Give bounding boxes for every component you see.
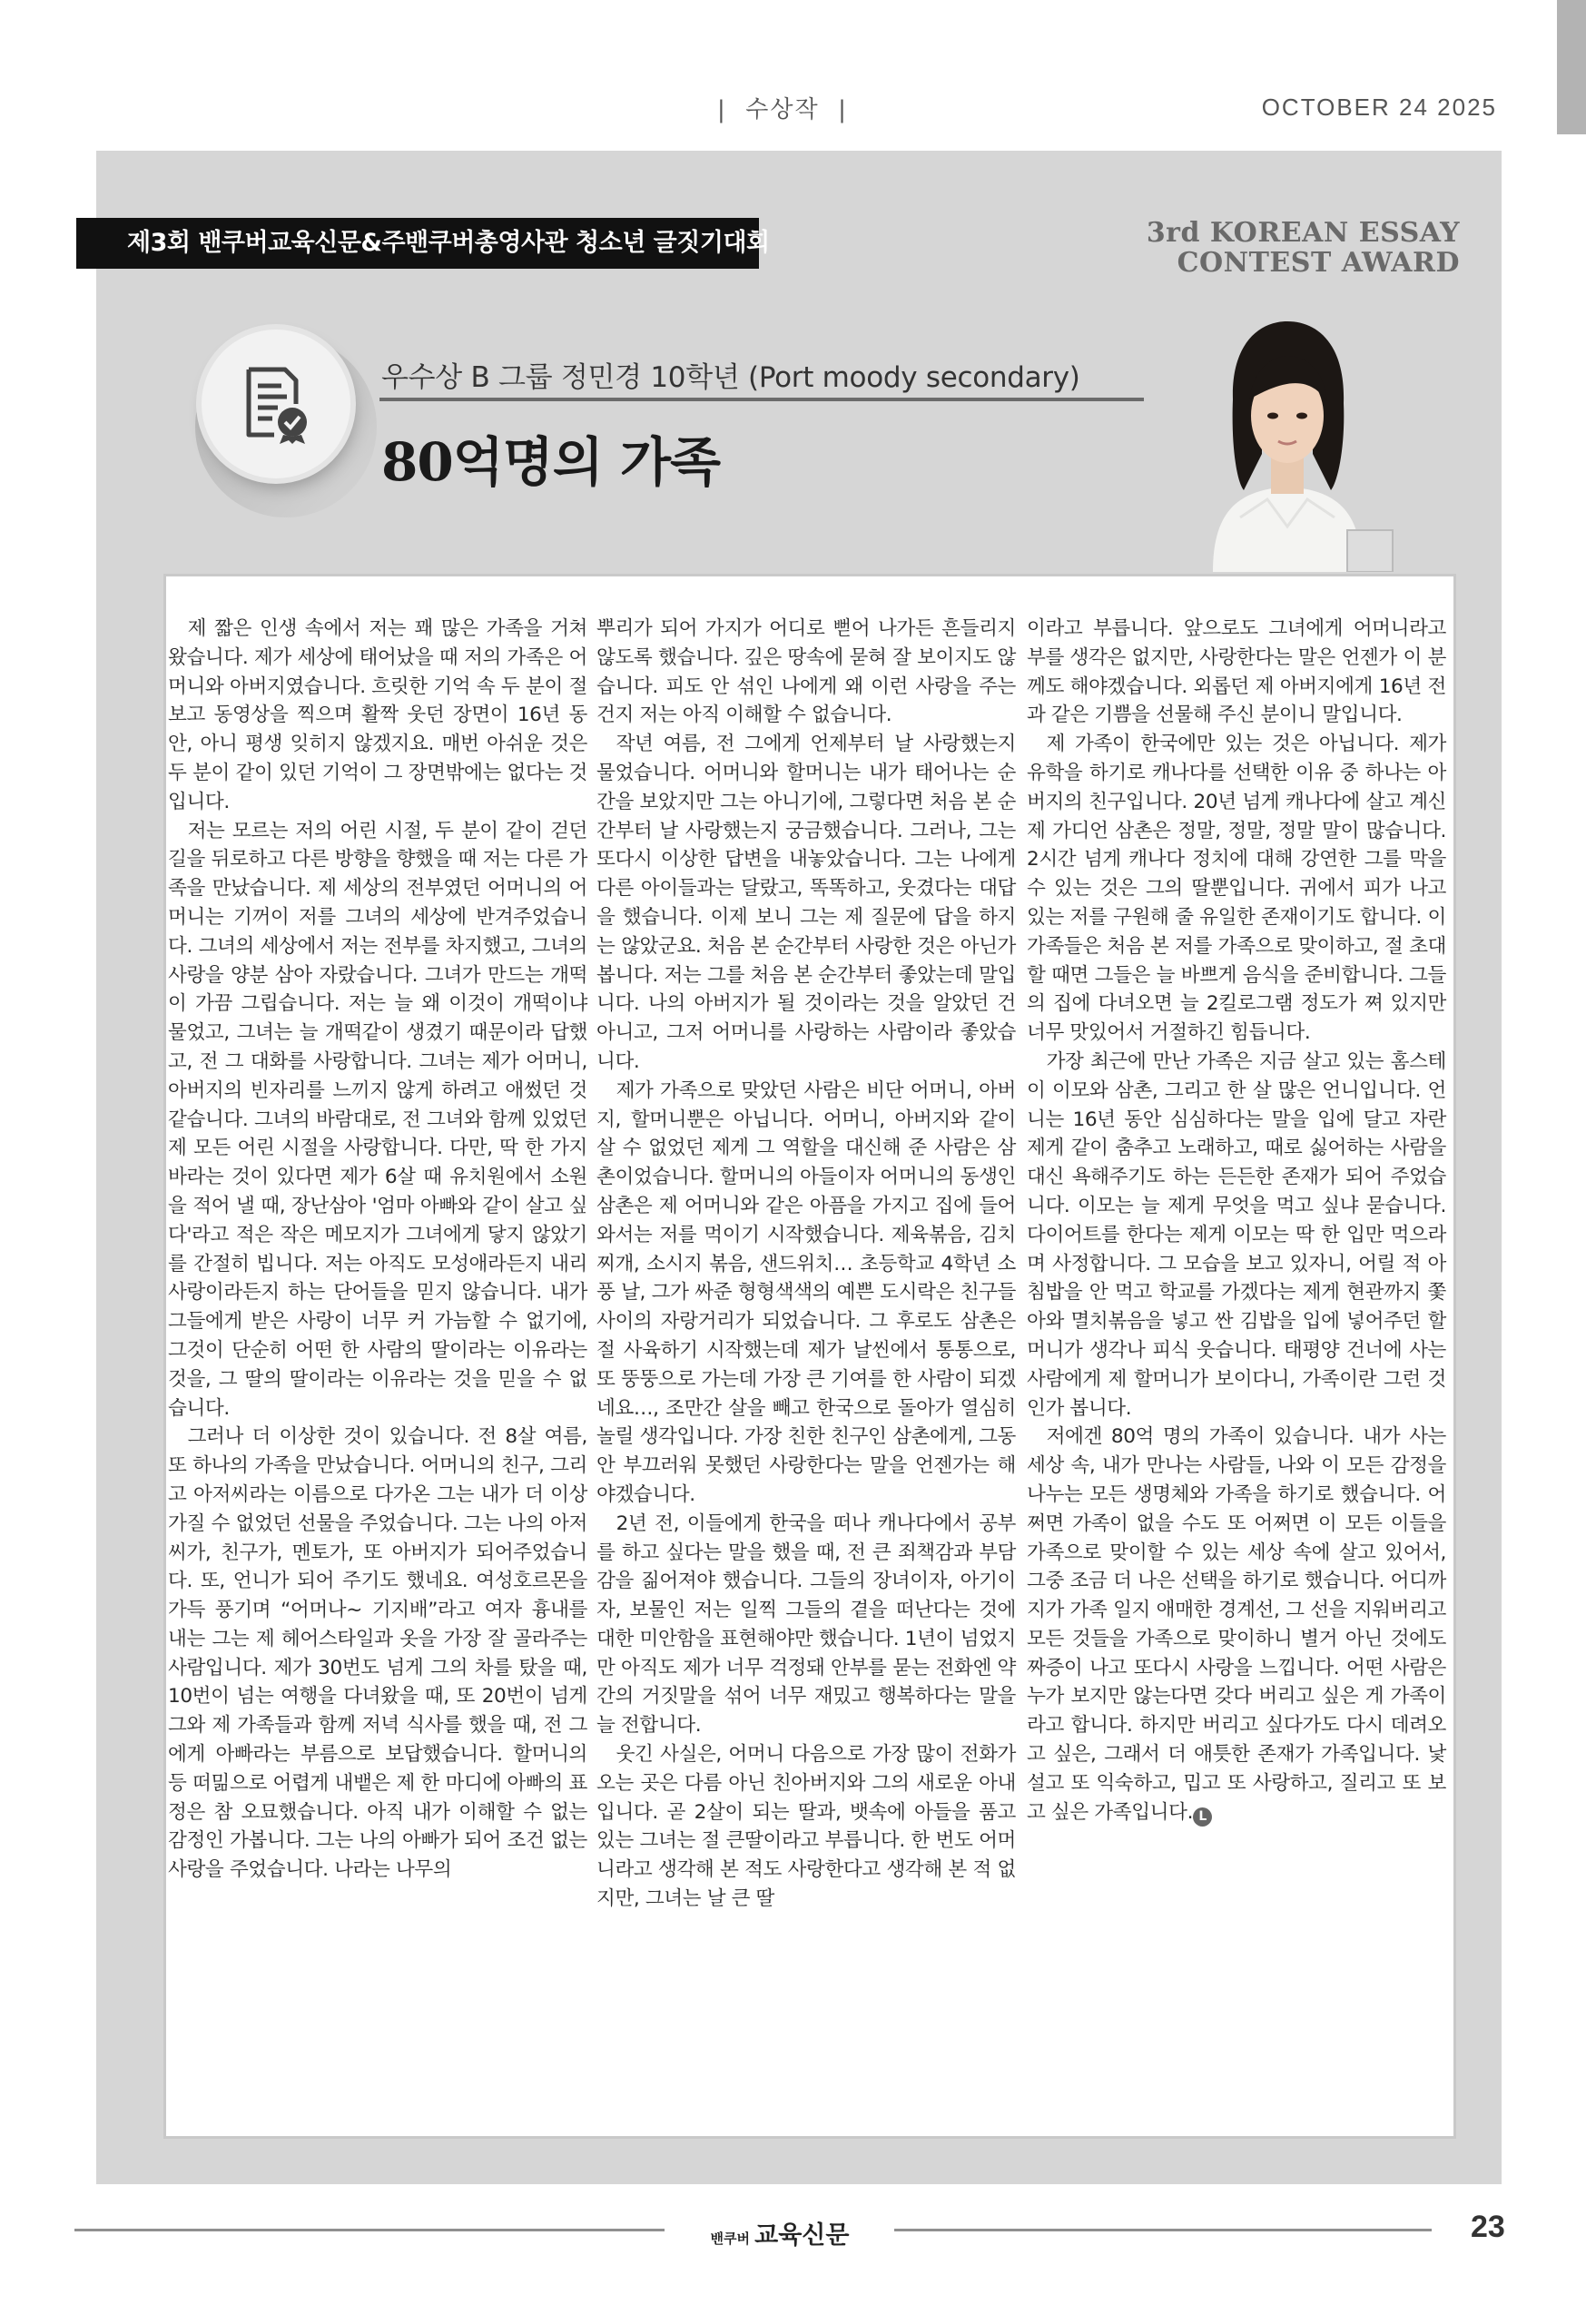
footer-logo bbox=[675, 2215, 884, 2250]
paragraph-text: 저에겐 80억 명의 가족이 있습니다. 내가 사는 세상 속, 내가 만나는 사람들, 나와 이 모든 감정을 나누는 모든 생명체와 가족을 하기로 했습니다. 어쩌면 가족이 없을 수도 또 어쩌면 이 모든 이들을 가족으로 맞이할 수 있는 세상 속에 살고 있어서, 그중 조금 더 나은 선택을 하기로 했습니다. 어디까지가 가족 일지 애매한 경계선, 그 선을 지워버리고 모든 것들을 가족으로 맞이하니 별거 아닌 것에도 짜증이 나고 또다시 사랑을 느낍니다. 어떤 사람은 누가 보지만 않는다면 갖다 버리고 싶은 게 가족이라고 합니다. 하지만 버리고 싶다가도 다시 데려오고 싶은, 그래서 더 애틋한 존재가 가족입니다. 낯설고 또 익숙하고, 밉고 또 사랑하고, 질리고 또 보고 싶은 가족입니다. bbox=[1027, 1425, 1446, 1824]
award-subtitle: 우수상 B 그룹 정민경 10학년 (Port moody secondary) bbox=[381, 361, 1080, 394]
paragraph-final bbox=[1027, 1423, 1446, 1827]
page-number: 23 bbox=[1471, 2210, 1505, 2244]
award-icon-disc bbox=[202, 330, 350, 478]
contest-award-english bbox=[1115, 218, 1460, 278]
issue-date: OCTOBER 24 2025 bbox=[1261, 94, 1497, 121]
footer-rule-right bbox=[894, 2229, 1432, 2231]
contest-award-english-line2: CONTEST AWARD bbox=[1177, 247, 1460, 279]
paragraph: 2년 전, 이들에게 한국을 떠나 캐나다에서 공부를 하고 싶다는 말을 했을 때, 전 큰 죄책감과 부담감을 짊어져야 했습니다. 그들의 장녀이자, 아기이자, 보물인 저는 일찍 그들의 곁을 떠난다는 것에 대한 미안함을 표현해야만 했습니다. 1년이 넘었지만 아직도 제가 너무 걱정돼 안부를 묻는 전화엔 약간의 거짓말을 섞어 너무 재밌고 행복하다는 말을 늘 전합니다. bbox=[596, 1512, 1016, 1738]
paragraph: 가장 최근에 만난 가족은 지금 살고 있는 홈스테이 이모와 삼촌, 그리고 한 살 많은 언니입니다. 언니는 16년 동안 심심하다는 말을 입에 달고 자란 제게 같이 춤추고 노래하고, 때로 싫어하는 사람을 대신 욕해주기도 하는 든든한 존재가 되어 주었습니다. 이모는 늘 제게 무엇을 먹고 싶냐 묻습니다. 다이어트를 한다는 제게 이모는 딱 한 입만 먹으라며 사정합니다. 그 모습을 보고 있자니, 어릴 적 아침밥을 안 먹고 학교를 가겠다는 제게 현관까지 쫓아와 멸치볶음을 넣고 싼 김밥을 입에 넣어주던 할머니가 생각나 피식 웃습니다. 태평양 건너에 사는 사람에게 제 할머니가 보이다니, 가족이란 그런 것인가 봅니다. bbox=[1027, 1049, 1446, 1420]
section-header: | 수상작 | bbox=[717, 96, 848, 123]
author-photo bbox=[1177, 309, 1398, 572]
article-title: 80억명의 가족 bbox=[381, 431, 721, 493]
paragraph: 저는 모르는 저의 어린 시절, 두 분이 같이 걷던 길을 뒤로하고 다른 방향을 향했을 때 저는 다른 가족을 만났습니다. 제 세상의 전부였던 어머니의 어머니는 기꺼이 저를 그녀의 세상에 반겨주었습니다. 그녀의 세상에서 저는 전부를 차지했고, 그녀의 사랑을 양분 삼아 자랐습니다. 그녀가 만드는 개떡이 가끔 그립습니다. 저는 늘 왜 이것이 개떡이냐 물었고, 그녀는 늘 개떡같이 생겼기 때문이라 답했고, 전 그 대화를 사랑합니다. 그녀는 제가 어머니, 아버지의 빈자리를 느끼지 않게 하려고 애썼던 것 같습니다. 그녀의 바람대로, 전 그녀와 함께 있었던 제 모든 어린 시절을 사랑합니다. 다만, 딱 한 가지 바라는 것이 있다면 제가 6살 때 유치원에서 소원을 적어 낼 때, 장난삼아 '엄마 아빠와 같이 살고 싶다'라고 적은 작은 메모지가 그녀에게 닿지 않았기를 간절히 빕니다. 저는 아직도 모성애라든지 내리사랑이라든지 하는 단어들을 믿지 않습니다. 내가 그들에게 받은 사랑이 너무 커 가늠할 수 없기에, 그것이 단순히 어떤 한 사람의 딸이라는 이유라는 것을, 그 딸의 딸이라는 이유라는 것을 믿을 수 없습니다. bbox=[168, 819, 587, 1420]
article-column-2 bbox=[596, 615, 1016, 1914]
paragraph: 제 짧은 인생 속에서 저는 꽤 많은 가족을 거쳐왔습니다. 제가 세상에 태어났을 때 저의 가족은 어머니와 아버지였습니다. 흐릿한 기억 속 두 분이 절 보고 동영상을 찍으며 활짝 웃던 장면이 16년 동안, 아니 평생 잊히지 않겠지요. 매번 아쉬운 것은 두 분이 같이 있던 기억이 그 장면밖에는 없다는 것입니다. bbox=[168, 617, 587, 813]
paragraph: 작년 여름, 전 그에게 언제부터 날 사랑했는지 물었습니다. 어머니와 할머니는 내가 태어나는 순간을 보았지만 그는 아니기에, 그렇다면 처음 본 순간부터 날 사랑했는지 궁금했습니다. 그러나, 그는 또다시 이상한 답변을 내놓았습니다. 그는 나에게 다른 아이들과는 달랐고, 똑똑하고, 웃겼다는 대답을 했습니다. 이제 보니 그는 제 질문에 답을 하지는 않았군요. 처음 본 순간부터 사랑한 것은 아닌가 봅니다. 저는 그를 처음 본 순간부터 좋았는데 말입니다. 나의 아버지가 될 것이라는 것을 알았던 건 아니고, 그저 어머니를 사랑하는 사람이라 좋았습니다. bbox=[596, 733, 1016, 1073]
footer-logo-small: 밴쿠버 bbox=[710, 2230, 751, 2247]
paragraph: 그러나 더 이상한 것이 있습니다. 전 8살 여름, 또 하나의 가족을 만났습니다. 어머니의 친구, 그리고 아저씨라는 이름으로 다가온 그는 내가 더 이상 가질 수 없었던 선물을 주었습니다. 그는 나의 아저씨가, 친구가, 멘토가, 또 아버지가 되어주었습니다. 또, 언니가 되어 주기도 했네요. 여성호르몬을 가득 풍기며 “어머나~ 기지배”라고 여자 흉내를 내는 그는 제 헤어스타일과 옷을 가장 잘 골라주는 사람입니다. 제가 30번도 넘게 그의 차를 탔을 때, 10번이 넘는 여행을 다녀왔을 때, 또 20번이 넘게 그와 제 가족들과 함께 저녁 식사를 했을 때, 전 그에게 아빠라는 부름으로 보답했습니다. 할머니의 등 떠밂으로 어렵게 내뱉은 제 한 마디에 아빠의 표정은 참 오묘했습니다. 아직 내가 이해할 수 없는 감정인 가봅니다. 그는 나의 아빠가 되어 조건 없는 사랑을 주었습니다. 나라는 나무의 bbox=[168, 1425, 587, 1882]
page-edge-tab bbox=[1557, 0, 1586, 134]
paragraph: 웃긴 사실은, 어머니 다음으로 가장 많이 전화가 오는 곳은 다름 아닌 친아버지와 그의 새로운 아내입니다. 곧 2살이 되는 딸과, 뱃속에 아들을 품고 있는 그녀는 절 큰딸이라고 부릅니다. 한 번도 어머니라고 생각해 본 적도 사랑한다고 생각해 본 적 없지만, 그녀는 날 큰 딸 bbox=[596, 1743, 1016, 1911]
article-column-1 bbox=[168, 615, 587, 1885]
paragraph: 제가 가족으로 맞았던 사람은 비단 어머니, 아버지, 할머니뿐은 아닙니다. 어머니, 아버지와 같이 살 수 없었던 제게 그 역할을 대신해 준 사람은 삼촌이었습니다. 할머니의 아들이자 어머니의 동생인 삼촌은 제 어머니와 같은 아픔을 가지고 집에 들어와서는 저를 먹이기 시작했습니다. 제육볶음, 김치찌개, 소시지 볶음, 샌드위치… 초등학교 4학년 소풍 날, 그가 싸준 형형색색의 예쁜 도시락은 친구들 사이의 자랑거리가 되었습니다. 그 후로도 삼촌은 절 사육하기 시작했는데 제가 날씬에서 통통으로, 또 뚱뚱으로 가는데 가장 큰 기여를 한 사람이 되겠네요…, 조만간 살을 빼고 한국으로 돌아가 열심히 놀릴 생각입니다. 가장 친한 친구인 삼촌에게, 그동안 부끄러워 못했던 사랑한다는 말을 언젠가는 해야겠습니다. bbox=[596, 1078, 1016, 1506]
footer-logo-big: 교육신문 bbox=[754, 2221, 850, 2250]
paragraph: 뿌리가 되어 가지가 어디로 뻗어 나가든 흔들리지 않도록 했습니다. 깊은 땅속에 묻혀 잘 보이지도 않습니다. 피도 안 섞인 나에게 왜 이런 사랑을 주는 건지 저는 아직 이해할 수 없습니다. bbox=[596, 617, 1016, 727]
subtitle-divider bbox=[379, 398, 1144, 401]
end-mark-icon: L bbox=[1193, 1807, 1212, 1827]
paragraph: 이라고 부릅니다. 앞으로도 그녀에게 어머니라고 부를 생각은 없지만, 사랑한다는 말은 언젠가 이 분께도 해야겠습니다. 외롭던 제 아버지에게 16년 전과 같은 기쁨을 선물해 주신 분이니 말입니다. bbox=[1027, 617, 1446, 727]
paragraph: 제 가족이 한국에만 있는 것은 아닙니다. 제가 유학을 하기로 캐나다를 선택한 이유 중 하나는 아버지의 친구입니다. 20년 넘게 캐나다에 살고 계신 제 가디언 삼촌은 정말, 정말, 정말 말이 많습니다. 2시간 넘게 캐나다 정치에 대해 강연한 그를 막을 수 있는 것은 그의 딸뿐입니다. 귀에서 피가 나고 있는 저를 구원해 줄 유일한 존재이기도 합니다. 이 가족들은 처음 본 저를 가족으로 맞이하고, 절 초대할 때면 그들은 늘 바쁘게 음식을 준비합니다. 그들의 집에 다녀오면 늘 2킬로그램 정도가 쪄 있지만 너무 맛있어서 거절하긴 힘듭니다. bbox=[1027, 733, 1446, 1045]
certificate-badge-icon bbox=[241, 366, 312, 444]
article-column-3 bbox=[1027, 615, 1446, 1827]
contest-banner: 제3회 밴쿠버교육신문&주밴쿠버총영사관 청소년 글짓기대회 bbox=[76, 218, 759, 269]
contest-award-english-line1: 3rd KOREAN ESSAY bbox=[1146, 217, 1460, 249]
footer-rule-left bbox=[74, 2229, 665, 2231]
article-body bbox=[163, 574, 1456, 2139]
